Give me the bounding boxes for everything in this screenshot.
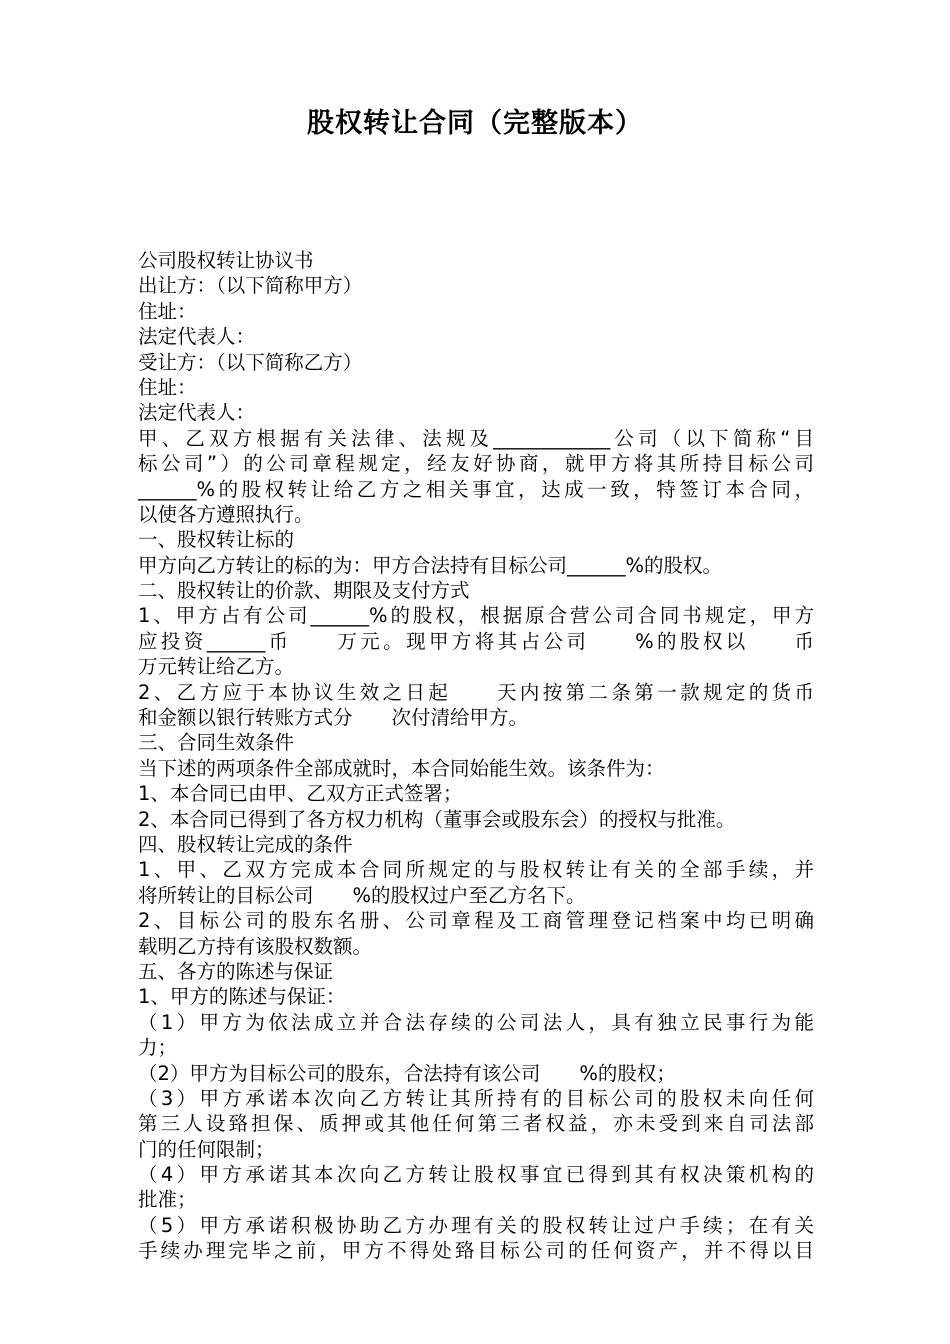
text-line: （2）甲方为目标公司的股东，合法持有该公司 %的股权；: [138, 1061, 676, 1085]
text-line: ______%的股权转让给乙方之相关事宜，达成一致，特签订本合同，: [138, 477, 814, 501]
text-line: 公司股权转让协议书: [138, 249, 314, 272]
text-line: 受让方：（以下简称乙方）: [138, 350, 363, 374]
section-heading: 三、合同生效条件: [138, 731, 295, 755]
section-heading: 一、股权转让标的: [138, 528, 295, 552]
text-line: 1、甲方的陈述与保证：: [138, 985, 346, 1009]
text-line: 万元转让给乙方。: [138, 655, 295, 679]
text-line: 标公司”）的公司章程规定，经友好协商，就甲方将其所持目标公司: [138, 452, 814, 476]
text-line: （4）甲方承诺其本次向乙方转让股权事宜已得到其有权决策机构的: [138, 1163, 814, 1187]
text-line: （3）甲方承诺本次向乙方转让其所持有的目标公司的股权未向任何: [138, 1086, 814, 1110]
text-line: 当下述的两项条件全部成就时，本合同始能生效。该条件为：: [138, 756, 665, 780]
text-line: 法定代表人：: [138, 401, 256, 425]
text-line: 2、目标公司的股东名册、公司章程及工商管理登记档案中均已明确: [138, 909, 814, 933]
text-line: 批准；: [138, 1188, 197, 1212]
section-heading: 五、各方的陈述与保证: [138, 959, 334, 983]
text-line: 住址：: [138, 299, 197, 323]
section-heading: 二、股权转让的价款、期限及支付方式: [138, 579, 470, 603]
document-body: [138, 248, 814, 1264]
text-line: 甲、乙双方根据有关法律、法规及____________公司（以下简称“目: [138, 426, 814, 450]
text-line: 门的任何限制；: [138, 1137, 275, 1161]
text-line: 甲方向乙方转让的标的为：甲方合法持有目标公司______%的股权。: [138, 553, 723, 577]
text-line: 2、本合同已得到了各方权力机构（董事会或股东会）的授权与批准。: [138, 807, 736, 831]
text-line: 1、甲方占有公司______%的股权，根据原合营公司合同书规定，甲方: [138, 604, 814, 628]
text-line: 法定代表人：: [138, 325, 256, 349]
text-line: 和金额以银行转账方式分 次付清给甲方。: [138, 706, 529, 730]
text-line: 应投资______币 万元。现甲方将其占公司 %的股权以 币: [138, 629, 814, 653]
text-line: （1）甲方为依法成立并合法存续的公司法人，具有独立民事行为能: [138, 1010, 814, 1034]
text-line: 以使各方遵照执行。: [138, 502, 314, 526]
text-line: 将所转让的目标公司 %的股权过户至乙方名下。: [138, 883, 586, 907]
section-heading: 四、股权转让完成的条件: [138, 832, 353, 856]
text-line: 1、本合同已由甲、乙双方正式签署；: [138, 782, 463, 806]
text-line: （5）甲方承诺积极协助乙方办理有关的股权转让过户手续；在有关: [138, 1213, 814, 1237]
text-line: 手续办理完毕之前，甲方不得处臵目标公司的任何资产，并不得以目: [138, 1239, 814, 1263]
text-line: 住址：: [138, 375, 197, 399]
text-line: 第三人设臵担保、质押或其他任何第三者权益，亦未受到来自司法部: [138, 1112, 814, 1136]
text-line: 出让方：（以下简称甲方）: [138, 274, 363, 298]
text-line: 2、乙方应于本协议生效之日起 天内按第二条第一款规定的货币: [138, 680, 814, 704]
text-line: 1、甲、乙双方完成本合同所规定的与股权转让有关的全部手续，并: [138, 858, 814, 882]
text-line: 力；: [138, 1036, 178, 1060]
text-line: 载明乙方持有该股权数额。: [138, 934, 373, 958]
document-title: 股权转让合同（完整版本）: [307, 108, 643, 139]
